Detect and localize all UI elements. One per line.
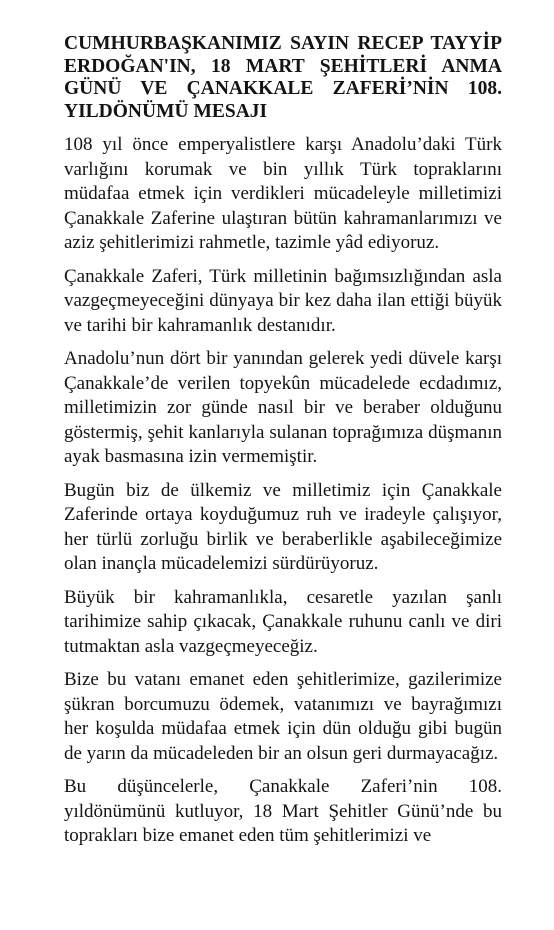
paragraph-7: Bu düşüncelerle, Çanakkale Zaferi’nin 108. yıldönümünü kutluyor, 18 Mart Şehitler Günü’nde bu toprakları bize emanet eden tüm şehitlerimizi ve: [64, 776, 502, 846]
paragraph-6: Bize bu vatanı emanet eden şehitlerimize, gazilerimize şükran borcumuzu ödemek, vatanımızı ve bayrağımızı her koşulda müdafaa etmek için dün olduğu gibi bugün de yarın da mücadeleden bir an olsun geri durmayacağız.: [64, 669, 502, 764]
paragraph-4: Bugün biz de ülkemiz ve milletimiz için Çanakkale Zaferinde ortaya koyduğumuz ruh ve iradeyle çalışıyor, her türlü zorluğu birlik ve beraberlikle aşabileceğimize olan inançla mücadelemizi sürdürüyoruz.: [64, 479, 502, 574]
document-title: CUMHURBAŞKANIMIZ SAYIN RECEP TAYYİP ERDOĞAN'IN, 18 MART ŞEHİTLERİ ANMA GÜNÜ VE ÇANAKKALE ZAFERİ’NİN 108. YILDÖNÜMÜ MESAJI: [64, 33, 502, 122]
document-page: [64, 33, 502, 849]
paragraph-3: Anadolu’nun dört bir yanından gelerek yedi düvele karşı Çanakkale’de verilen topyekûn mücadelede ecdadımız, milletimizin zor günde nasıl bir ve beraber olduğunu göstermiş, şehit kanlarıyla sulanan toprağımıza düşmanın ayak basmasına izin vermemiştir.: [64, 348, 502, 467]
paragraph-5: Büyük bir kahramanlıkla, cesaretle yazılan şanlı tarihimize sahip çıkacak, Çanakkale ruhunu canlı ve diri tutmaktan asla vazgeçmeyeceğiz.: [64, 586, 502, 657]
paragraph-2: Çanakkale Zaferi, Türk milletinin bağımsızlığından asla vazgeçmeyeceğini dünyaya bir kez daha ilan ettiği büyük ve tarihi bir kahramanlık destanıdır.: [64, 265, 502, 336]
paragraph-1: 108 yıl önce emperyalistlere karşı Anadolu’daki Türk varlığını korumak ve bin yıllık Türk topraklarını müdafaa etmek için verdikleri mücadeleyle milletimizi Çanakkale Zaferine ulaştıran bütün kahramanlarımızı ve aziz şehitlerimizi rahmetle, tazimle yâd ediyoruz.: [64, 134, 502, 253]
